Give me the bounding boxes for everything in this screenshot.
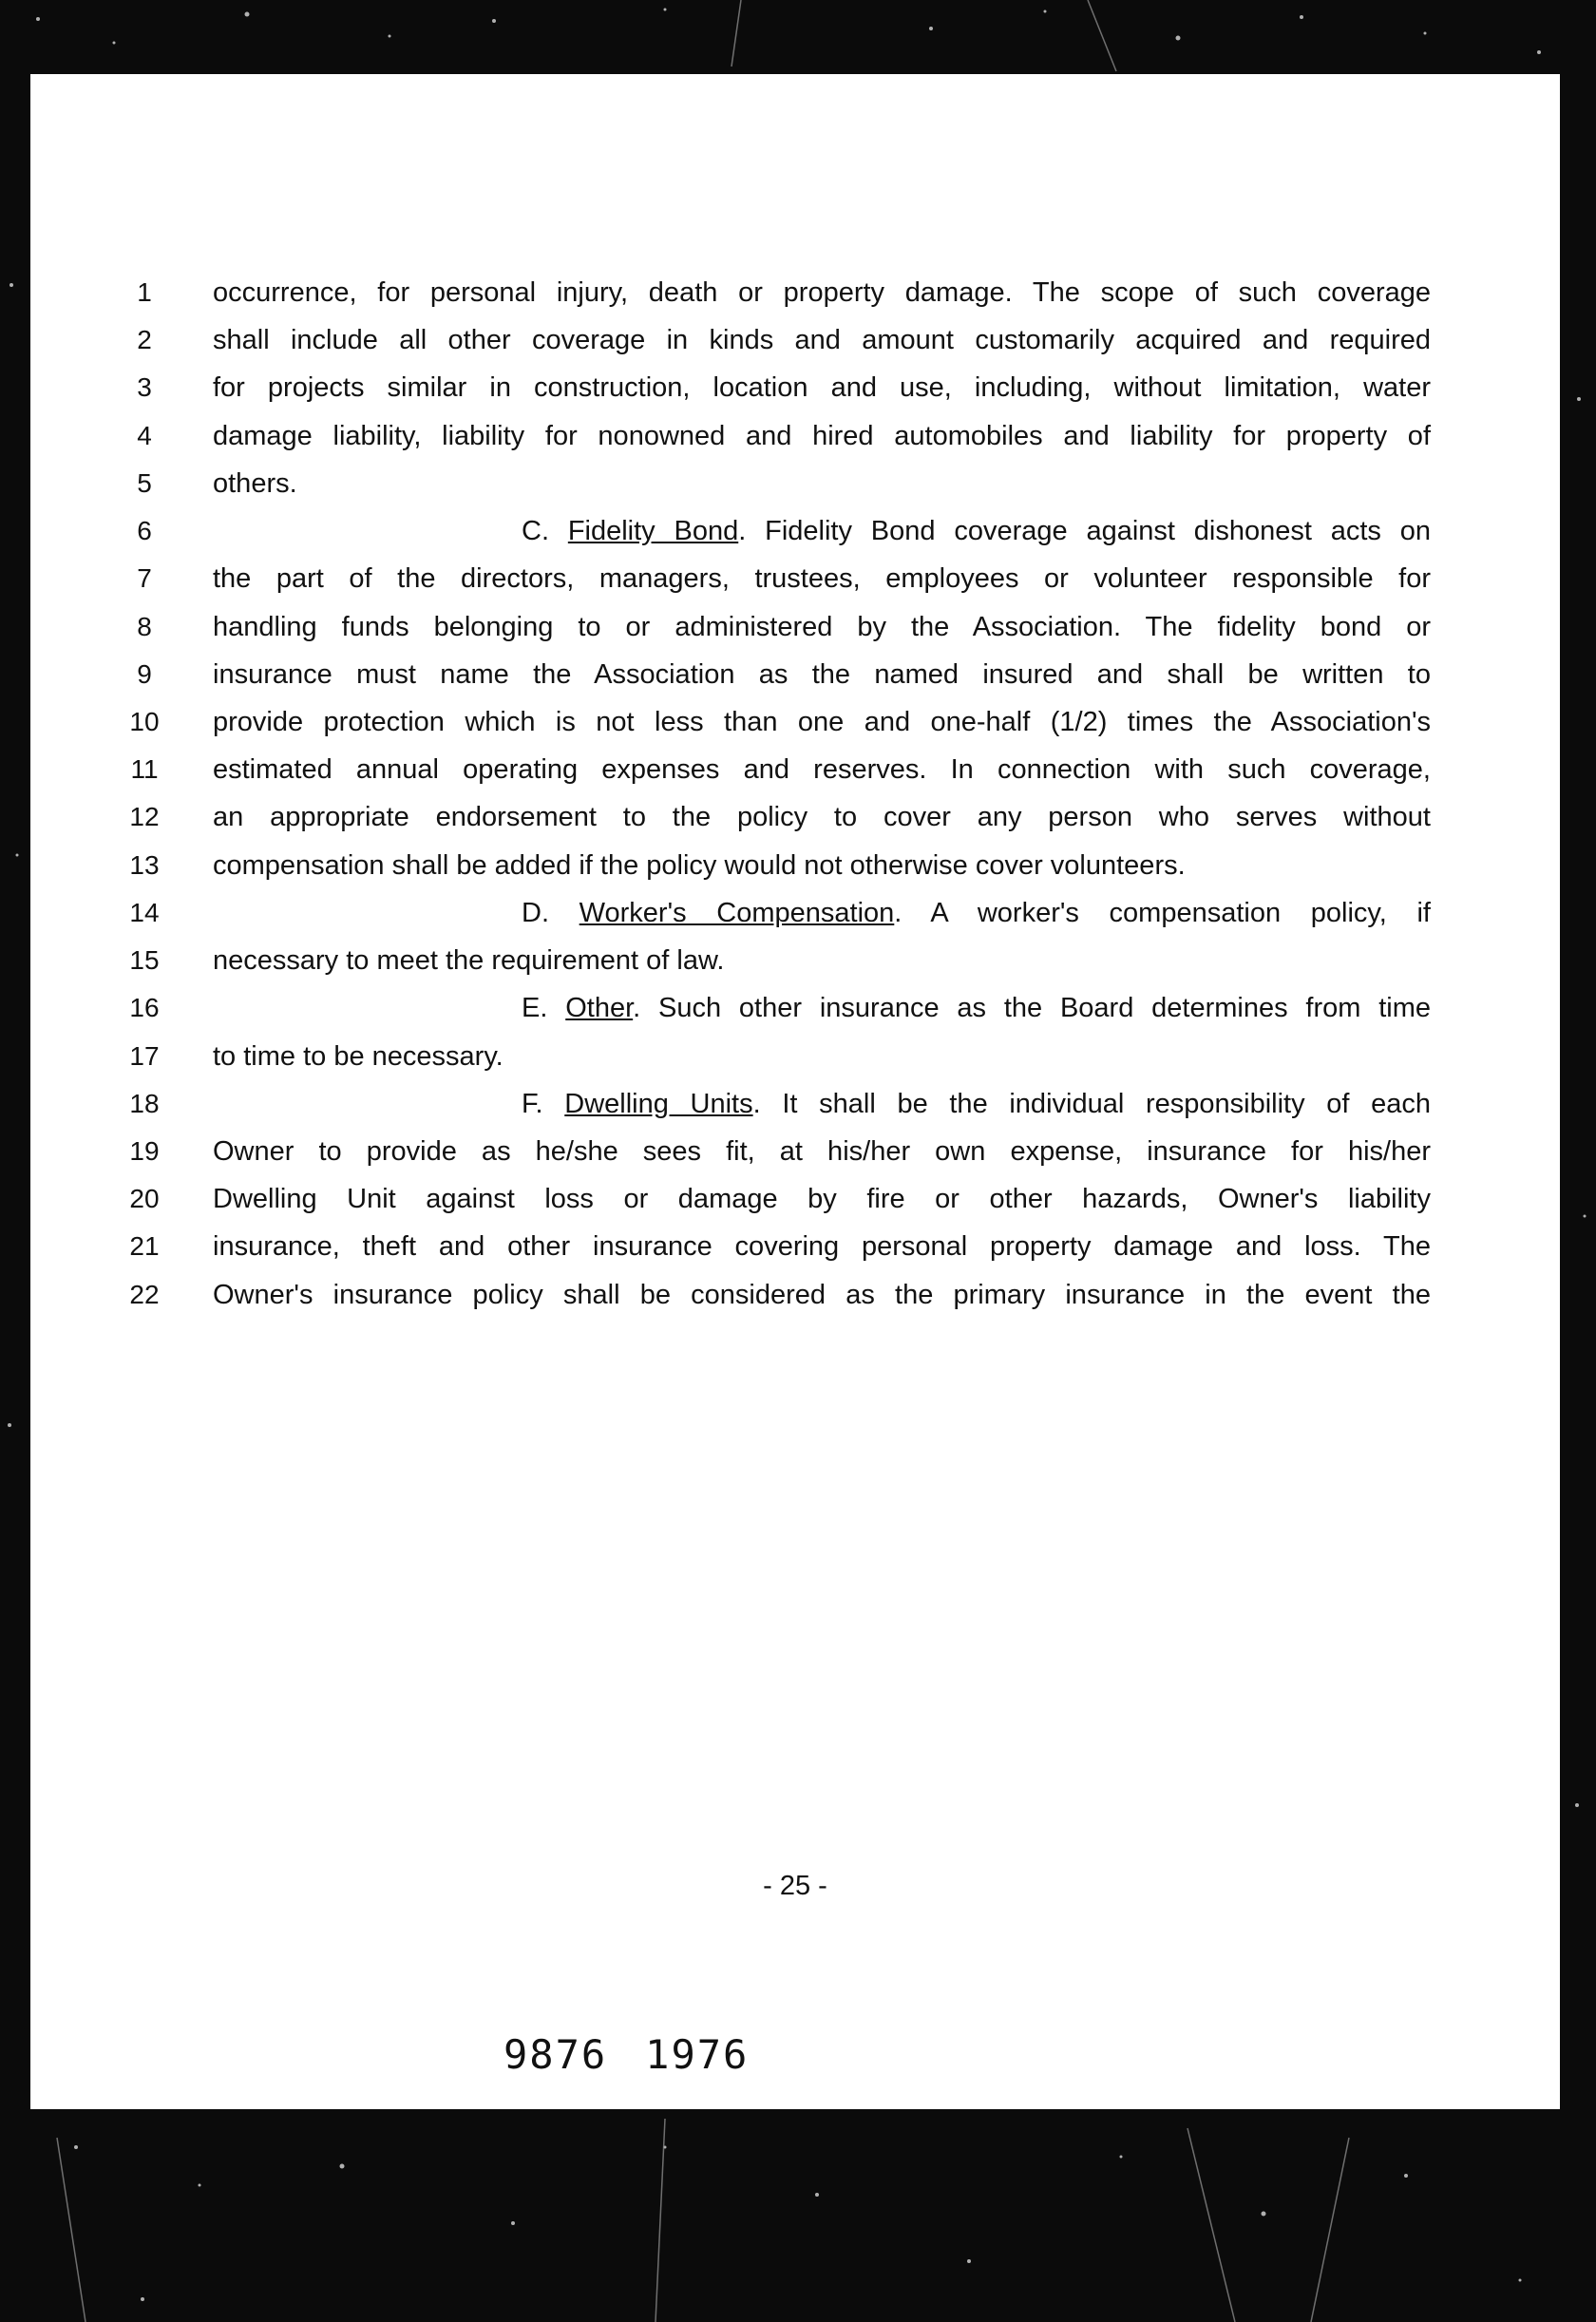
line-row [30, 603, 1560, 651]
section-letter: E. [522, 993, 548, 1023]
line-text: others. [213, 468, 297, 499]
line-row [30, 555, 1560, 602]
line-row [30, 937, 1560, 984]
line-row [30, 460, 1560, 507]
line-text: insurance, theft and other insurance covering personal property damage and loss. The [213, 1231, 1431, 1262]
line-text [213, 889, 1431, 937]
line-text: damage liability, liability for nonowned and hired automobiles and liability for property of [213, 421, 1431, 451]
section-letter: F. [522, 1089, 543, 1119]
line-number: 6 [137, 516, 152, 545]
line-number: 3 [137, 372, 152, 402]
line-text: handling funds belonging to or administered by the Association. The fidelity bond or [213, 612, 1431, 642]
line-row [30, 651, 1560, 698]
line-text: for projects similar in construction, location and use, including, without limitation, water [213, 372, 1431, 403]
section-letter: C. [522, 516, 549, 546]
line-row [30, 1223, 1560, 1270]
line-number: 21 [129, 1231, 160, 1261]
line-number: 14 [129, 898, 160, 927]
section-text: . Such other insurance as the Board determines from time [633, 993, 1431, 1023]
line-number: 1 [137, 277, 152, 307]
line-row [30, 1033, 1560, 1080]
line-number: 4 [137, 421, 152, 450]
line-row [30, 316, 1560, 364]
line-number: 11 [130, 754, 159, 784]
line-number: 16 [129, 993, 160, 1022]
section-heading: Fidelity Bond [567, 516, 739, 546]
line-number: 13 [129, 850, 160, 880]
line-row [30, 269, 1560, 316]
line-row [30, 793, 1560, 841]
line-number: 8 [137, 612, 152, 641]
line-text: compensation shall be added if the policy would not otherwise cover volunteers. [213, 850, 1186, 881]
line-text: insurance must name the Association as the named insured and shall be written to [213, 659, 1431, 690]
line-text: to time to be necessary. [213, 1041, 504, 1072]
stamp-book-number: 9876 [504, 2031, 608, 2078]
line-text: occurrence, for personal injury, death or property damage. The scope of such coverage [213, 277, 1431, 308]
section-heading: Other [565, 993, 634, 1023]
section-text: . Fidelity Bond coverage against dishonest acts on [738, 516, 1431, 546]
line-row [30, 1128, 1560, 1175]
line-text: necessary to meet the requirement of law. [213, 945, 725, 976]
line-text: the part of the directors, managers, trustees, employees or volunteer responsible for [213, 563, 1431, 594]
line-text [213, 984, 1431, 1032]
section-heading: Worker's Compensation [579, 898, 895, 928]
line-text [213, 1080, 1431, 1128]
line-row [30, 1080, 1560, 1128]
line-number: 20 [129, 1184, 160, 1213]
line-number: 18 [129, 1089, 160, 1118]
line-number: 10 [129, 707, 160, 736]
line-row [30, 507, 1560, 555]
document-page [30, 74, 1560, 2109]
line-row [30, 746, 1560, 793]
line-number: 2 [137, 325, 152, 354]
stamp-page-number: 1976 [645, 2031, 750, 2078]
section-letter: D. [522, 898, 549, 928]
line-number: 12 [129, 802, 160, 831]
line-text [213, 507, 1431, 555]
line-row [30, 1175, 1560, 1223]
line-row [30, 1271, 1560, 1319]
line-row [30, 698, 1560, 746]
line-text: Owner to provide as he/she sees fit, at his/her own expense, insurance for his/her [213, 1136, 1431, 1167]
line-number: 17 [129, 1041, 160, 1071]
line-row [30, 364, 1560, 411]
line-number: 7 [137, 563, 152, 593]
line-number: 22 [129, 1280, 160, 1309]
section-text: . It shall be the individual responsibility of each [752, 1089, 1432, 1119]
page-number: - 25 - [763, 1871, 827, 1901]
section-heading: Dwelling Units [564, 1089, 753, 1119]
line-text: shall include all other coverage in kinds and amount customarily acquired and required [213, 325, 1431, 355]
line-text: an appropriate endorsement to the policy to cover any person who serves without [213, 802, 1431, 832]
line-row [30, 889, 1560, 937]
line-row [30, 412, 1560, 460]
line-number: 15 [129, 945, 160, 975]
recording-stamp [504, 2031, 749, 2078]
line-text: Dwelling Unit against loss or damage by fire or other hazards, Owner's liability [213, 1184, 1431, 1214]
section-text: . A worker's compensation policy, if [894, 898, 1431, 928]
line-number: 19 [129, 1136, 160, 1166]
line-number: 9 [137, 659, 152, 689]
line-text: Owner's insurance policy shall be considered as the primary insurance in the event the [213, 1280, 1431, 1310]
line-text: estimated annual operating expenses and reserves. In connection with such coverage, [213, 754, 1431, 785]
line-row [30, 984, 1560, 1032]
line-text: provide protection which is not less than one and one-half (1/2) times the Association's [213, 707, 1431, 737]
line-number: 5 [137, 468, 152, 498]
line-row [30, 842, 1560, 889]
